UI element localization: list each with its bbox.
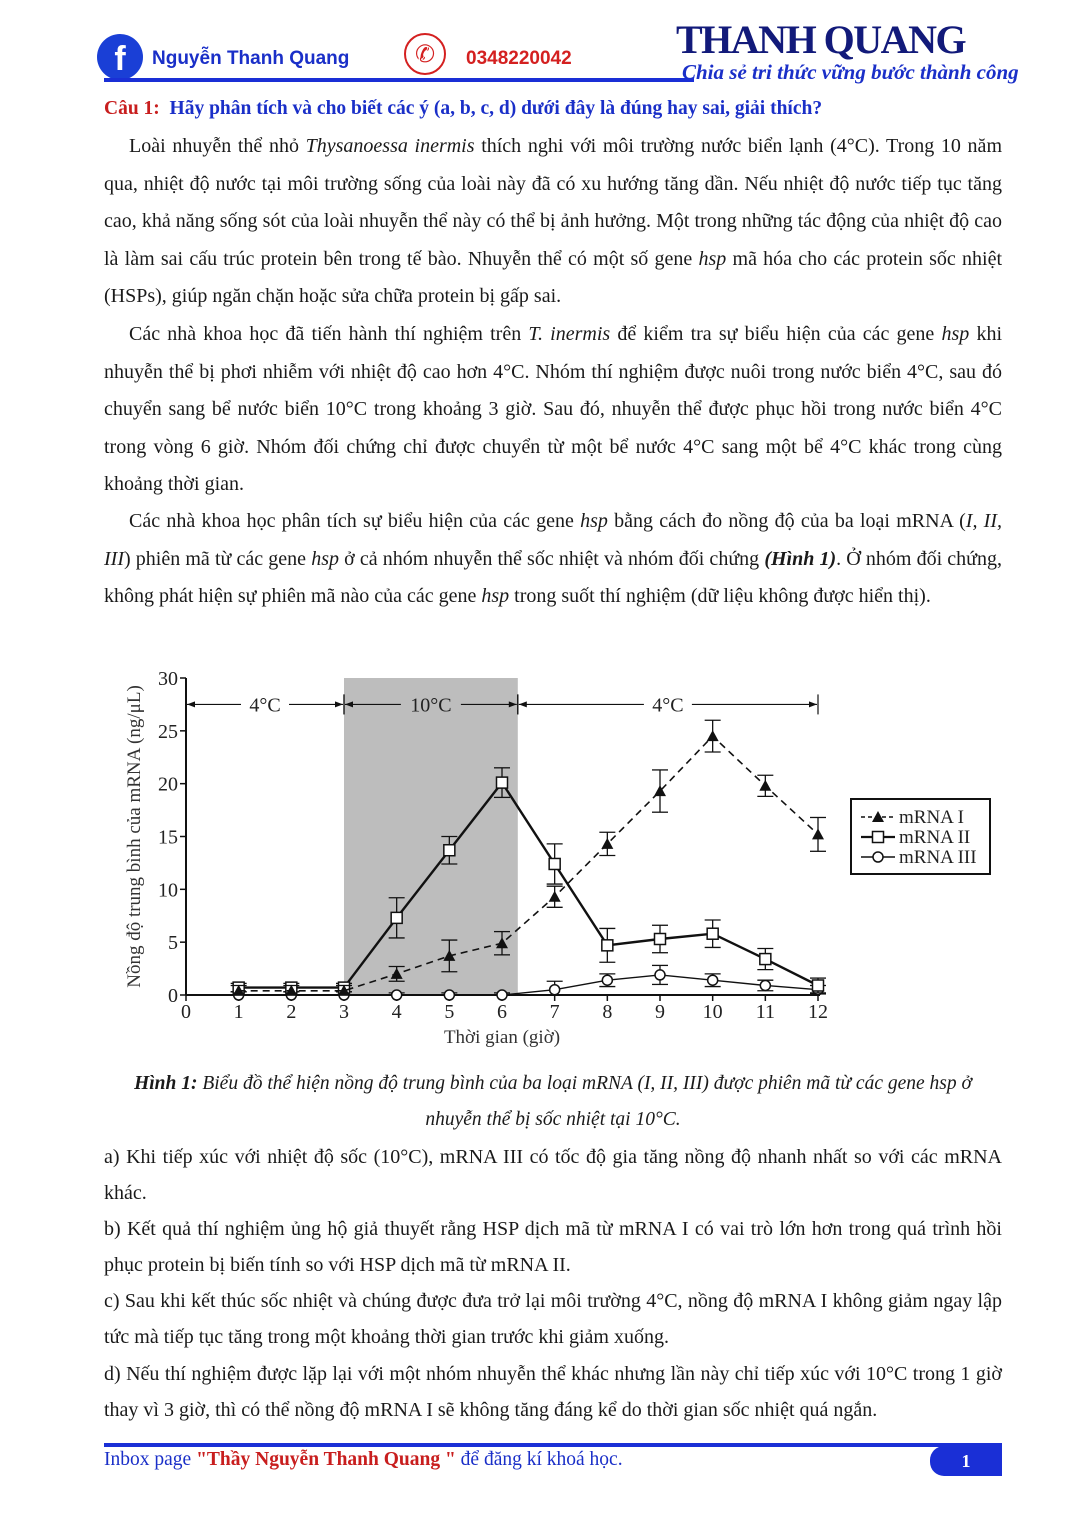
svg-text:4: 4	[391, 1001, 402, 1023]
svg-text:mRNA II: mRNA II	[899, 827, 971, 848]
gene-name: hsp	[311, 547, 339, 570]
footer-page-link[interactable]: "Thầy Nguyễn Thanh Quang "	[196, 1449, 456, 1470]
paragraph-experiment	[104, 316, 1002, 504]
text: ) phiên mã từ các gene	[123, 547, 312, 570]
svg-text:3: 3	[339, 1001, 349, 1023]
option-d: d) Nếu thí nghiệm được lặp lại với một nhóm nhuyễn thể khác nhưng lần này chỉ tiếp xúc với 10°C trong 1 giờ thay vì 3 giờ, thì có thể nồng độ mRNA I sẽ không tăng đáng kể do thời gian sốc nhiệt quá ngắn.	[104, 1363, 1002, 1421]
svg-text:Nồng độ trung bình của mRNA (n: Nồng độ trung bình của mRNA (ng/μL)	[124, 685, 145, 988]
author-name-link[interactable]: Nguyễn Thanh Quang	[152, 48, 350, 69]
option-b: b) Kết quả thí nghiệm ủng hộ giả thuyết rằng HSP dịch mã từ mRNA I có vai trò lớn hơn trong quá trình hồi phục protein bị biến tính so với HSP dịch mã từ mRNA II.	[104, 1218, 1002, 1276]
phone-number[interactable]: 0348220042	[466, 48, 572, 69]
paragraph-intro	[104, 128, 1002, 316]
facebook-icon[interactable]: f	[97, 34, 143, 80]
text: khi nhuyễn thể bị phơi nhiễm với nhiệt độ cao hơn 4°C. Nhóm thí nghiệm được nuôi trong nước biển 4°C, sau đó chuyển sang bể nước biển 10°C trong khoảng 3 giờ. Sau đó, nhuyễn thể được phục hồi trong nước biển 4°C trong vòng 6 giờ. Nhóm đối chứng chỉ được chuyển từ một bể nước 4°C sang một bể 4°C khác trong cùng khoảng thời gian.	[104, 323, 1003, 495]
question-title	[104, 98, 822, 120]
text: thích nghi với môi trường nước biển lạnh (4°C). Trong 10 năm qua, nhiệt độ nước tại môi trường sống của loài này đã có xu hướng tăng dần. Nếu nhiệt độ nước tiếp tục tăng cao, khả năng sống sót của loài nhuyễn thể này có thể bị ảnh hưởng. Một trong những tác động của nhiệt độ cao là làm sai cấu trúc protein bên trong tế bào. Nhuyễn thể có một số gene	[104, 135, 1002, 270]
svg-text:mRNA III: mRNA III	[899, 847, 977, 868]
species-name: T. inermis	[528, 323, 611, 345]
text: trong suốt thí nghiệm (dữ liệu không được hiển thị).	[509, 585, 931, 607]
svg-text:0: 0	[168, 985, 178, 1007]
footer-prefix: Inbox page	[104, 1449, 197, 1470]
svg-text:4°C: 4°C	[652, 694, 684, 717]
species-name: Thysanoessa inermis	[305, 135, 475, 157]
svg-text:5: 5	[444, 1001, 455, 1023]
caption-label: Hình 1:	[134, 1073, 198, 1094]
page-number-badge: 1	[930, 1446, 1002, 1476]
text: . Ở nhóm đối chứng, không phát hiện sự phiên mã nào của các gene	[104, 547, 1003, 607]
question-number: Câu 1:	[104, 98, 160, 119]
gene-name: hsp	[698, 247, 727, 270]
svg-text:mRNA I: mRNA I	[899, 807, 964, 828]
svg-text:0: 0	[181, 1001, 191, 1023]
svg-text:4°C: 4°C	[249, 694, 281, 717]
paragraph-analysis	[104, 503, 1002, 616]
svg-text:20: 20	[158, 773, 178, 796]
svg-text:10: 10	[702, 1001, 723, 1023]
text: Loài nhuyễn thể nhỏ	[129, 135, 306, 157]
figure-caption	[104, 1066, 1002, 1138]
text: để kiểm tra sự biểu hiện của các gene	[610, 323, 942, 345]
footer-text	[104, 1449, 623, 1471]
footer-divider	[104, 1443, 1002, 1447]
svg-text:6: 6	[497, 1001, 507, 1023]
svg-text:7: 7	[549, 1001, 560, 1023]
text: bằng cách đo nồng độ của ba loại mRNA (	[607, 510, 966, 532]
option-a: a) Khi tiếp xúc với nhiệt độ sốc (10°C), mRNA III có tốc độ gia tăng nồng độ nhanh nhất so với các mRNA khác.	[104, 1146, 1002, 1204]
chart-legend	[851, 799, 990, 874]
footer-suffix: để đăng kí khoá học.	[455, 1449, 623, 1470]
svg-text:9: 9	[655, 1001, 665, 1023]
heat-shock-shaded-region	[344, 678, 518, 995]
svg-text:25: 25	[158, 720, 178, 743]
text: Các nhà khoa học đã tiến hành thí nghiệm trên	[129, 323, 529, 345]
gene-name: hsp	[580, 510, 608, 532]
svg-text:10°C: 10°C	[410, 694, 452, 717]
svg-text:5: 5	[168, 932, 178, 955]
figure-reference: (Hình 1)	[764, 547, 837, 570]
svg-text:1: 1	[233, 1001, 244, 1023]
series-mrna-ii	[231, 768, 826, 993]
header-divider	[104, 78, 694, 82]
gene-name: hsp	[481, 585, 510, 607]
text: Các nhà khoa học phân tích sự biểu hiện của các gene	[129, 510, 581, 532]
svg-text:11: 11	[755, 1001, 775, 1023]
svg-text:2: 2	[286, 1001, 297, 1023]
svg-text:15: 15	[158, 826, 178, 849]
svg-text:Thời gian (giờ): Thời gian (giờ)	[443, 1027, 561, 1048]
svg-text:8: 8	[602, 1001, 613, 1023]
series-mrna-i	[231, 720, 826, 996]
caption-text: Biểu đồ thể hiện nồng độ trung bình của ba loại mRNA (I, II, III) được phiên mã từ các gene hsp ở nhuyễn thể bị sốc nhiệt tại 10°C.	[197, 1073, 972, 1130]
brand-slogan: Chia sẻ tri thức vững bước thành công	[682, 60, 1019, 84]
mrna-line-chart	[110, 662, 1010, 1057]
page-header	[0, 0, 1080, 100]
svg-text:10: 10	[158, 879, 178, 902]
text: ở cả nhóm nhuyễn thể sốc nhiệt và nhóm đối chứng	[338, 547, 765, 570]
phone-icon: ✆	[404, 33, 446, 75]
text: mã hóa cho các protein sốc nhiệt (HSPs), giúp ngăn chặn hoặc sửa chữa protein bị gấp sai.	[104, 247, 1002, 307]
svg-text:30: 30	[158, 668, 178, 690]
question-prompt: Hãy phân tích và cho biết các ý (a, b, c, d) dưới đây là đúng hay sai, giải thích?	[169, 98, 823, 119]
gene-name: hsp	[941, 323, 970, 345]
svg-text:12: 12	[808, 1001, 828, 1023]
brand-logo: THANH QUANG	[676, 17, 966, 62]
mrna-types: I, II, III	[104, 510, 1003, 570]
chart-series	[231, 720, 826, 1000]
option-c: c) Sau khi kết thúc sốc nhiệt và chúng được đưa trở lại môi trường 4°C, nồng độ mRNA I không giảm ngay lập tức mà tiếp tục tăng trong một khoảng thời gian trước khi giảm xuống.	[104, 1290, 1002, 1348]
